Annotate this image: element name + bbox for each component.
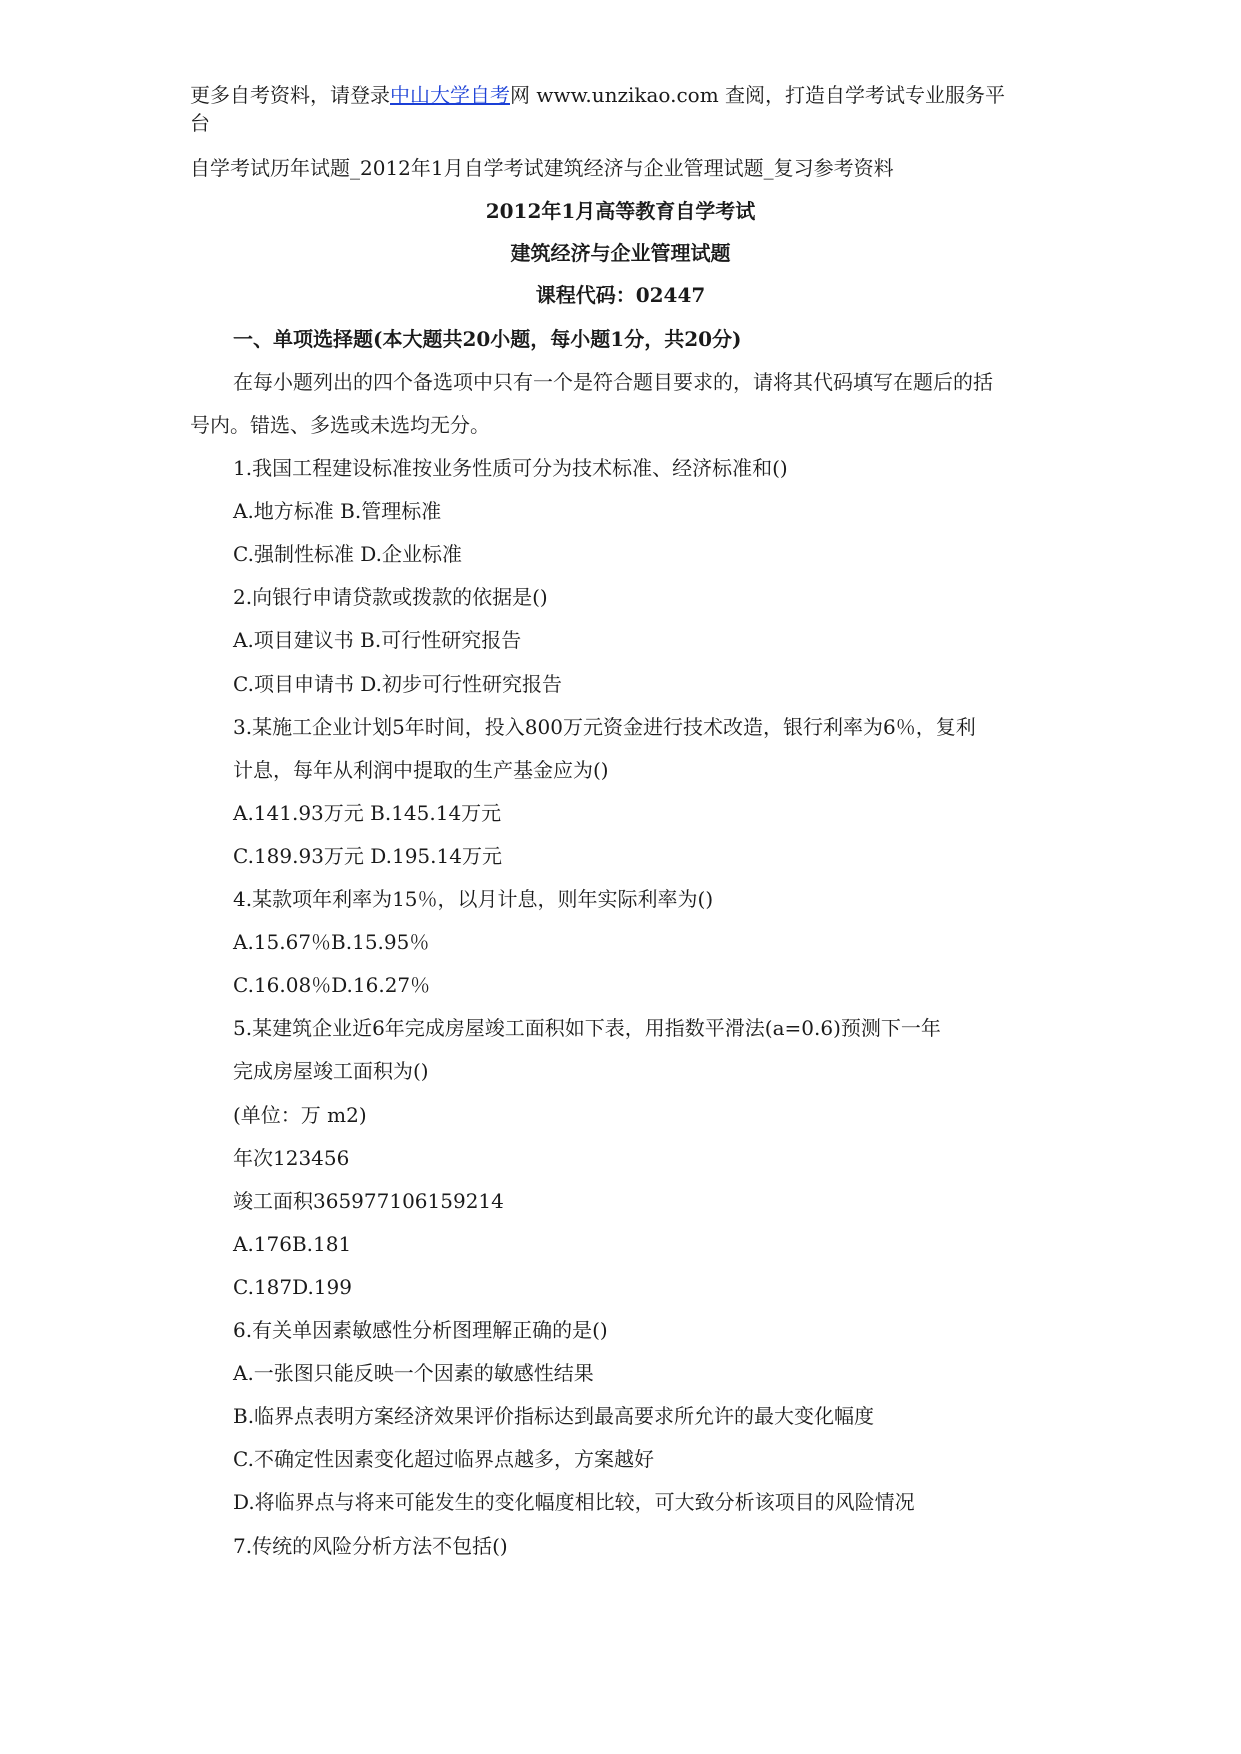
question-line: 年次123456 — [233, 1146, 350, 1170]
header-wrap: 台 — [190, 111, 210, 135]
header-notice — [190, 82, 1005, 108]
question-line: 4.某款项年利率为15％，以月计息，则年实际利率为() — [233, 887, 714, 911]
question-line: 计息，每年从利润中提取的生产基金应为() — [233, 758, 609, 782]
exam-title: 2012年1月高等教育自学考试 — [485, 199, 756, 223]
header-suffix: 网 www.unzikao.com 查阅，打造自学考试专业服务平 — [510, 83, 1006, 107]
exam-subject: 建筑经济与企业管理试题 — [510, 241, 731, 265]
section-heading: 一、单项选择题(本大题共20小题，每小题1分，共20分) — [233, 327, 742, 351]
question-line: 1.我国工程建设标准按业务性质可分为技术标准、经济标准和() — [233, 456, 788, 480]
question-line: 7.传统的风险分析方法不包括() — [233, 1534, 508, 1558]
question-line: A.项目建议书 B.可行性研究报告 — [233, 628, 522, 652]
course-code: 课程代码：02447 — [535, 283, 706, 307]
header-prefix: 更多自考资料，请登录 — [190, 83, 390, 107]
question-line: A.地方标准 B.管理标准 — [233, 499, 442, 523]
question-line: 5.某建筑企业近6年完成房屋竣工面积如下表，用指数平滑法(a=0.6)预测下一年 — [233, 1016, 941, 1040]
question-line: C.强制性标准 D.企业标准 — [233, 542, 462, 566]
question-line: A.176B.181 — [233, 1232, 352, 1256]
question-line: B.临界点表明方案经济效果评价指标达到最高要求所允许的最大变化幅度 — [233, 1404, 875, 1428]
question-line: A.141.93万元 B.145.14万元 — [233, 801, 502, 825]
question-line: 3.某施工企业计划5年时间，投入800万元资金进行技术改造，银行利率为6％，复利 — [233, 715, 976, 739]
question-line: (单位：万 m2) — [233, 1103, 367, 1127]
question-line: C.187D.199 — [233, 1275, 352, 1299]
section-instructions: 在每小题列出的四个备选项中只有一个是符合题目要求的，请将其代码填写在题后的括 — [233, 370, 993, 394]
document-title: 自学考试历年试题_2012年1月自学考试建筑经济与企业管理试题_复习参考资料 — [190, 156, 894, 180]
question-line: 6.有关单因素敏感性分析图理解正确的是() — [233, 1318, 608, 1342]
zhongshan-zikao-link[interactable]: 中山大学自考 — [390, 83, 510, 107]
question-line: C.189.93万元 D.195.14万元 — [233, 844, 502, 868]
question-line: A.一张图只能反映一个因素的敏感性结果 — [233, 1361, 594, 1385]
question-line: C.不确定性因素变化超过临界点越多，方案越好 — [233, 1447, 654, 1471]
question-line: C.16.08％D.16.27％ — [233, 973, 431, 997]
question-line: 完成房屋竣工面积为() — [233, 1059, 429, 1083]
question-line: C.项目申请书 D.初步可行性研究报告 — [233, 672, 562, 696]
question-line: D.将临界点与将来可能发生的变化幅度相比较，可大致分析该项目的风险情况 — [233, 1490, 915, 1514]
question-line: 竣工面积365977106159214 — [233, 1189, 504, 1213]
question-line: 2.向银行申请贷款或拨款的依据是() — [233, 585, 548, 609]
question-line: A.15.67％B.15.95％ — [233, 930, 430, 954]
section-instructions-cont: 号内。错选、多选或未选均无分。 — [190, 413, 490, 437]
